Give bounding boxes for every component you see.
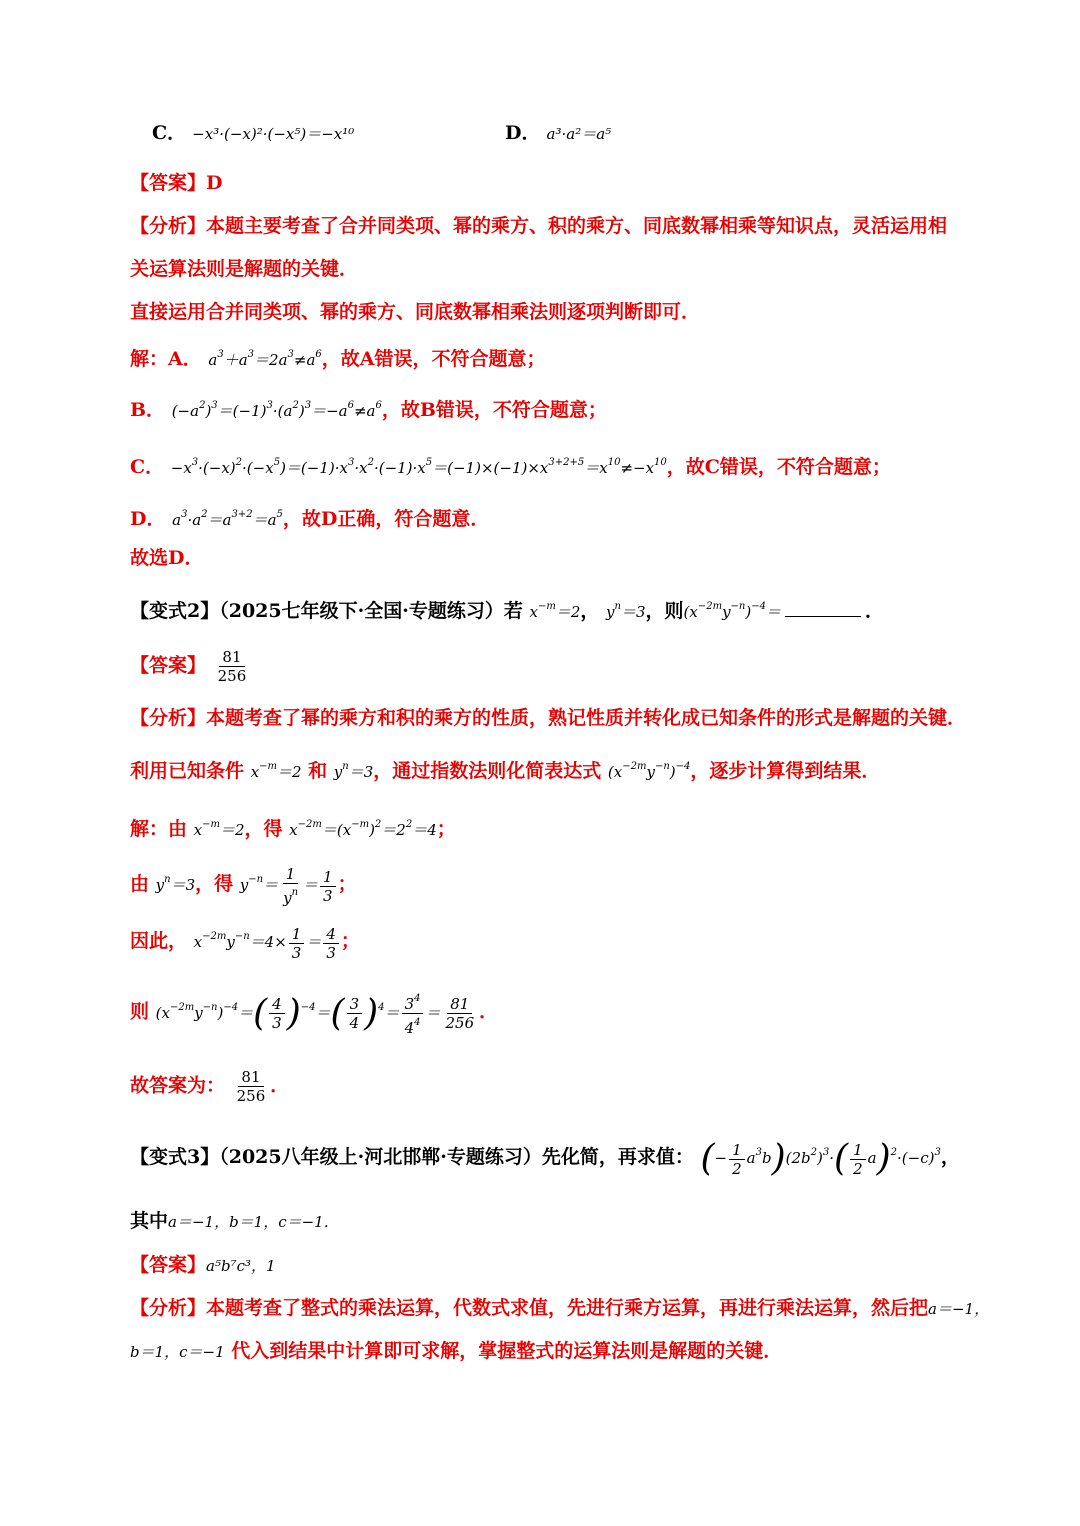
analysis-text: 本题考查了幂的乘方和积的乘方的性质，熟记性质并转化成已知条件的形式是解题的关键． (206, 707, 967, 729)
math-expr: b＝1，c＝−1 (130, 1343, 225, 1361)
math-expr: $(x^{-2m}y^{-n})^{-4}$ (607, 761, 691, 781)
step-text: ； (436, 818, 456, 840)
separator: ， (580, 600, 600, 622)
q2-question (130, 594, 884, 625)
q3-question (130, 1140, 960, 1178)
step-text: ，得 (195, 873, 234, 895)
q1-answer (130, 170, 223, 196)
and-text: 和 (308, 760, 328, 782)
analysis-tag: 【分析】 (130, 1297, 207, 1319)
math-expr: $(-a^2)^3=(-1)^3\cdot(a^2)^3=-a^6\ne a^6$ (171, 400, 382, 420)
q1-analysis-2: 关运算法则是解题的关键． (130, 258, 359, 280)
q3-answer (130, 1252, 276, 1279)
analysis-text: 利用已知条件 (130, 760, 245, 782)
answer-fraction (215, 648, 250, 685)
analysis-text: ，逐步计算得到结果． (690, 760, 881, 782)
q2-final (130, 1068, 289, 1105)
final-text: 故答案为： (130, 1074, 226, 1097)
step-text: ； (337, 873, 357, 895)
q3-source: （2025八年级上·河北邯郸·专题练习）先化简，再求值： (219, 1146, 694, 1168)
option-c-expr: −x³·(−x)²·(−x⁵)＝−x¹⁰ (192, 125, 355, 143)
q2-step-4 (130, 990, 498, 1037)
step-text: ； (340, 930, 360, 952)
q2-source: （2025七年级下·全国·专题练习）若 (219, 600, 523, 622)
math-expr: $x^{-2m}=(x^{-m})^2=2^2=4$ (289, 819, 437, 839)
numerator: 81 (219, 648, 244, 667)
final-text: ． (270, 1074, 290, 1097)
solution-prefix: C． (130, 456, 165, 478)
option-d-label: D． (505, 122, 541, 144)
answer-blank (785, 600, 861, 617)
q2-answer (130, 648, 251, 685)
q2-step-1 (130, 812, 456, 843)
q2-step-3 (130, 924, 360, 962)
math-expr: $x^{-m}=2$ (193, 819, 245, 839)
q1-solution-c (130, 450, 891, 481)
q3-tag: 【变式3】 (130, 1146, 220, 1168)
solution-tail: ，故B错误，不符合题意； (381, 399, 607, 421)
math-expr: $y^n=3$ (155, 874, 196, 894)
analysis-text: 本题考查了整式的乘法运算，代数式求值，先进行乘方运算，再进行乘法运算，然后把 (206, 1297, 929, 1319)
solution-tail: ，故D正确，符合题意． (282, 508, 490, 530)
where-text: 其中 (130, 1210, 169, 1232)
q1-solution-b (130, 393, 607, 424)
denominator: 256 (217, 667, 247, 685)
solution-tail: ，故A错误，不符合题意； (321, 348, 546, 370)
answer-tag: 【答案】 (130, 172, 207, 194)
solution-tail: ，故C错误，不符合题意； (666, 456, 891, 478)
analysis-text: 本题主要考查了合并同类项、幂的乘方、积的乘方、同底数幂相乘等知识点，灵活运用相 (206, 215, 948, 237)
math-expr: $y^n=3$ (606, 601, 646, 621)
where-values: a＝−1，b＝1，c＝−1． (168, 1213, 339, 1231)
math-expr: $a^3+a^3=2a^3\ne a^6$ (208, 349, 322, 369)
end-mark: ． (865, 600, 885, 622)
q1-analysis-3: 直接运用合并同类项、幂的乘方、同底数幂相乘法则逐项判断即可． (130, 301, 701, 323)
math-expr: a＝−1， (928, 1300, 990, 1318)
step-text: 由 (130, 873, 150, 895)
option-d-expr: a³·a²＝a⁵ (546, 125, 612, 143)
then-text: ，则 (645, 600, 684, 622)
q3-analysis-1 (130, 1295, 989, 1322)
q1-solution-a (130, 342, 546, 373)
answer-value: D (206, 172, 223, 194)
step-text: ． (479, 1000, 499, 1023)
math-expr: (− $\frac{1}{2}$ $a^3b)(2b^2)^3\cdot$( $\frac{1}{2}$ $a)^2\cdot(-c)^3$ (700, 1138, 941, 1179)
step-text: 因此， (130, 930, 188, 952)
step-text: ，得 (244, 818, 283, 840)
answer-tag: 【答案】 (130, 654, 207, 677)
analysis-text: 代入到结果中计算即可求解，掌握整式的运算法则是解题的关键． (231, 1340, 783, 1362)
solution-prefix: D． (130, 508, 166, 530)
math-expr: $a^3\cdot a^2=a^{3+2}=a^5$ (172, 509, 283, 529)
q2-analysis-1 (130, 705, 966, 731)
option-c (152, 120, 354, 147)
solution-prefix: 解：A． (130, 348, 202, 370)
step-text: 解：由 (130, 818, 188, 840)
option-c-label: C． (152, 122, 187, 144)
math-expr: $(x^{-2m}y^{-n})^{-4}=$( $\frac{4}{3}$ )$^{-4}$＝( $\frac{3}{4}$ )$^4$＝ $\frac{3^4}{4^4}$ ＝ $\frac{81}{256}$ (156, 1004, 480, 1022)
analysis-tag: 【分析】 (130, 215, 207, 237)
solution-prefix: B． (130, 399, 166, 421)
separator: ， (940, 1146, 960, 1168)
answer-tag: 【答案】 (130, 1254, 207, 1276)
analysis-tag: 【分析】 (130, 707, 207, 729)
math-expr: $x^{-m}=2$ (529, 601, 581, 621)
math-expr: $y^n=3$ (333, 761, 374, 781)
q1-conclusion: 故选D． (130, 547, 204, 569)
final-fraction (234, 1068, 269, 1105)
q3-where (130, 1208, 339, 1235)
q2-tag: 【变式2】 (130, 600, 220, 622)
q3-analysis-2 (130, 1338, 782, 1365)
q1-analysis-1 (130, 213, 947, 239)
step-text: 则 (130, 1000, 150, 1023)
math-expr: $(x^{-2m}y^{-n})^{-4}=$ (683, 601, 781, 621)
q2-analysis-2 (130, 754, 880, 785)
math-expr: $y^{-n}=$ $\frac{1}{y^n}$ ＝ $\frac{1}{3}$ (240, 876, 338, 894)
answer-value: a⁵b⁷c³，1 (206, 1257, 276, 1275)
option-d (505, 120, 611, 147)
math-expr: $x^{-2m}y^{-n}=4\times$ $\frac{1}{3}$ ＝ $\frac{4}{3}$ (194, 933, 341, 951)
numerator: 81 (238, 1068, 263, 1087)
denominator: 256 (236, 1087, 266, 1105)
math-expr: $x^{-m}=2$ (250, 761, 302, 781)
q1-solution-d (130, 502, 489, 533)
q2-step-2 (130, 865, 357, 907)
analysis-text: ，通过指数法则化简表达式 (373, 760, 602, 782)
math-expr: $-x^3\cdot(-x)^2\cdot(-x^5)=(-1)\cdot x^3\cdot x^2\cdot(-1)\cdot x^5=(-1)\times(-1)\times x^{3+2+5}=x^{10}\ne-x^{10}$ (170, 457, 667, 477)
